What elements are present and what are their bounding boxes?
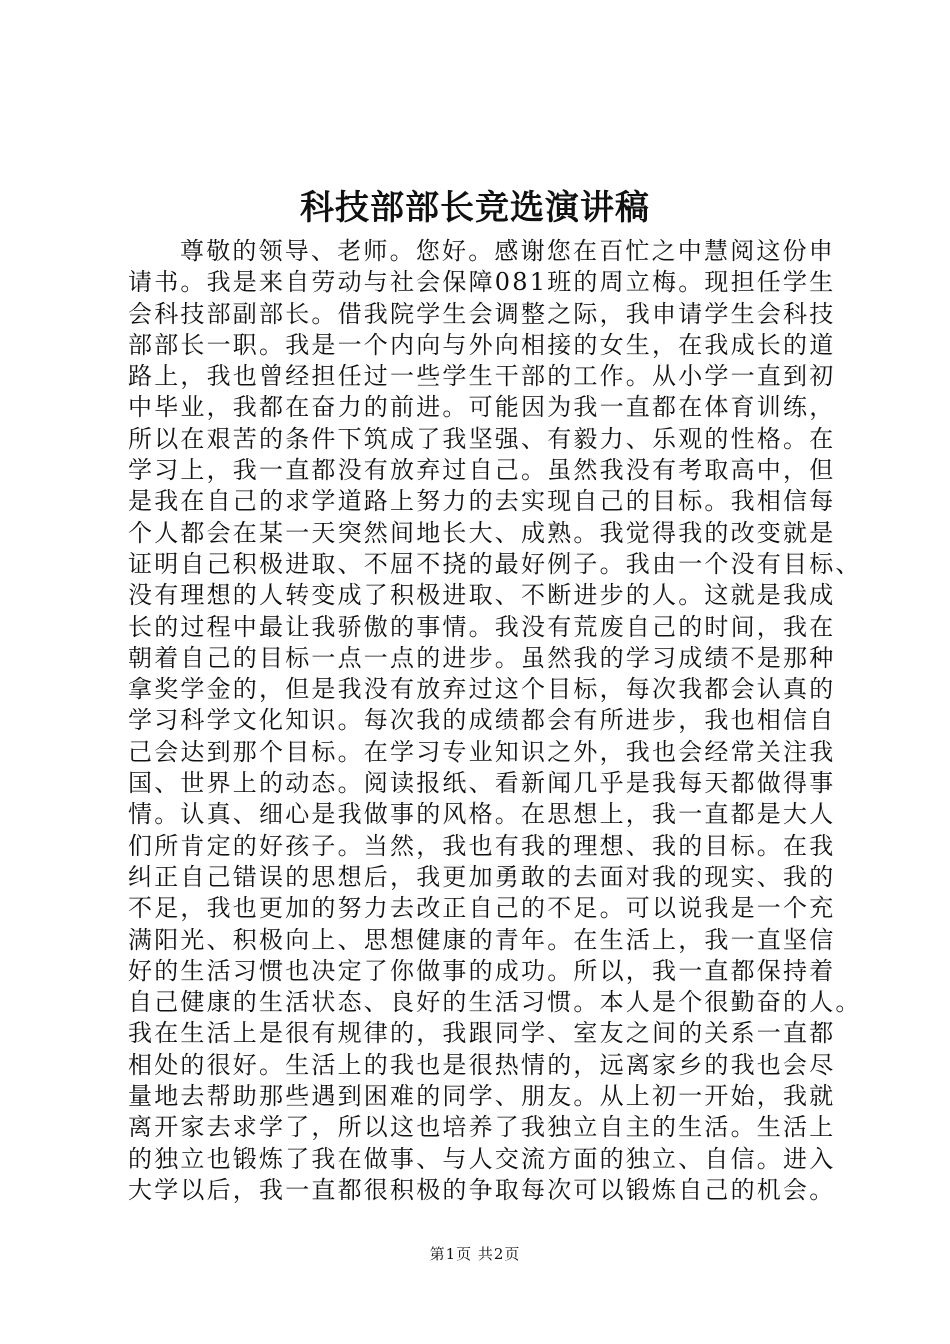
body-line: 证明自己积极进取、不屈不挠的最好例子。我由一个没有目标、 (128, 549, 862, 578)
body-line: 大学以后，我一直都很积极的争取每次可以锻炼自己的机会。 (128, 1175, 836, 1204)
page-number-footer: 第1页 共2页 (429, 1245, 521, 1263)
body-line: 自己健康的生活状态、良好的生活习惯。本人是个很勤奋的人。 (128, 988, 862, 1017)
body-line: 学习科学文化知识。每次我的成绩都会有所进步，我也相信自 (128, 706, 836, 735)
body-line: 满阳光、积极向上、思想健康的青年。在生活上，我一直坚信 (128, 925, 836, 954)
body-line: 的独立也锻炼了我在做事、与人交流方面的独立、自信。进入 (128, 1144, 836, 1173)
body-line: 国、世界上的动态。阅读报纸、看新闻几乎是我每天都做得事 (128, 769, 836, 798)
body-line: 路上，我也曾经担任过一些学生干部的工作。从小学一直到初 (128, 362, 836, 391)
document-body (128, 236, 862, 1206)
body-line: 不足，我也更加的努力去改正自己的不足。可以说我是一个充 (128, 894, 836, 923)
body-line: 长的过程中最让我骄傲的事情。我没有荒废自己的时间，我在 (128, 612, 836, 641)
body-line: 朝着自己的目标一点一点的进步。虽然我的学习成绩不是那种 (128, 643, 836, 672)
body-line: 请书。我是来自劳动与社会保障081班的周立梅。现担任学生 (128, 268, 836, 297)
body-line: 没有理想的人转变成了积极进取、不断进步的人。这就是我成 (128, 581, 836, 610)
body-line: 所以在艰苦的条件下筑成了我坚强、有毅力、乐观的性格。在 (128, 424, 836, 453)
document-title: 科技部部长竞选演讲稿 (300, 188, 650, 228)
body-line: 们所肯定的好孩子。当然，我也有我的理想、我的目标。在我 (128, 831, 836, 860)
body-line: 离开家去求学了，所以这也培养了我独立自主的生活。生活上 (128, 1113, 836, 1142)
body-line: 中毕业，我都在奋力的前进。可能因为我一直都在体育训练， (128, 393, 836, 422)
body-line: 情。认真、细心是我做事的风格。在思想上，我一直都是大人 (128, 800, 836, 829)
body-line: 是我在自己的求学道路上努力的去实现自己的目标。我相信每 (128, 487, 836, 516)
body-line: 尊敬的领导、老师。您好。感谢您在百忙之中慧阅这份申 (180, 237, 835, 265)
body-line: 学习上，我一直都没有放弃过自己。虽然我没有考取高中，但 (128, 456, 836, 485)
body-line: 相处的很好。生活上的我也是很热情的，远离家乡的我也会尽 (128, 1050, 836, 1079)
body-line: 己会达到那个目标。在学习专业知识之外，我也会经常关注我 (128, 737, 836, 766)
body-line: 会科技部副部长。借我院学生会调整之际，我申请学生会科技 (128, 299, 836, 328)
body-line: 个人都会在某一天突然间地长大、成熟。我觉得我的改变就是 (128, 518, 836, 547)
body-line: 部部长一职。我是一个内向与外向相接的女生，在我成长的道 (128, 330, 836, 359)
body-line: 好的生活习惯也决定了你做事的成功。所以，我一直都保持着 (128, 956, 836, 985)
body-line: 纠正自己错误的思想后，我更加勇敢的去面对我的现实、我的 (128, 862, 836, 891)
body-line: 量地去帮助那些遇到困难的同学、朋友。从上初一开始，我就 (128, 1082, 836, 1111)
body-line: 我在生活上是很有规律的，我跟同学、室友之间的关系一直都 (128, 1019, 836, 1048)
body-line: 拿奖学金的，但是我没有放弃过这个目标，每次我都会认真的 (128, 675, 836, 704)
